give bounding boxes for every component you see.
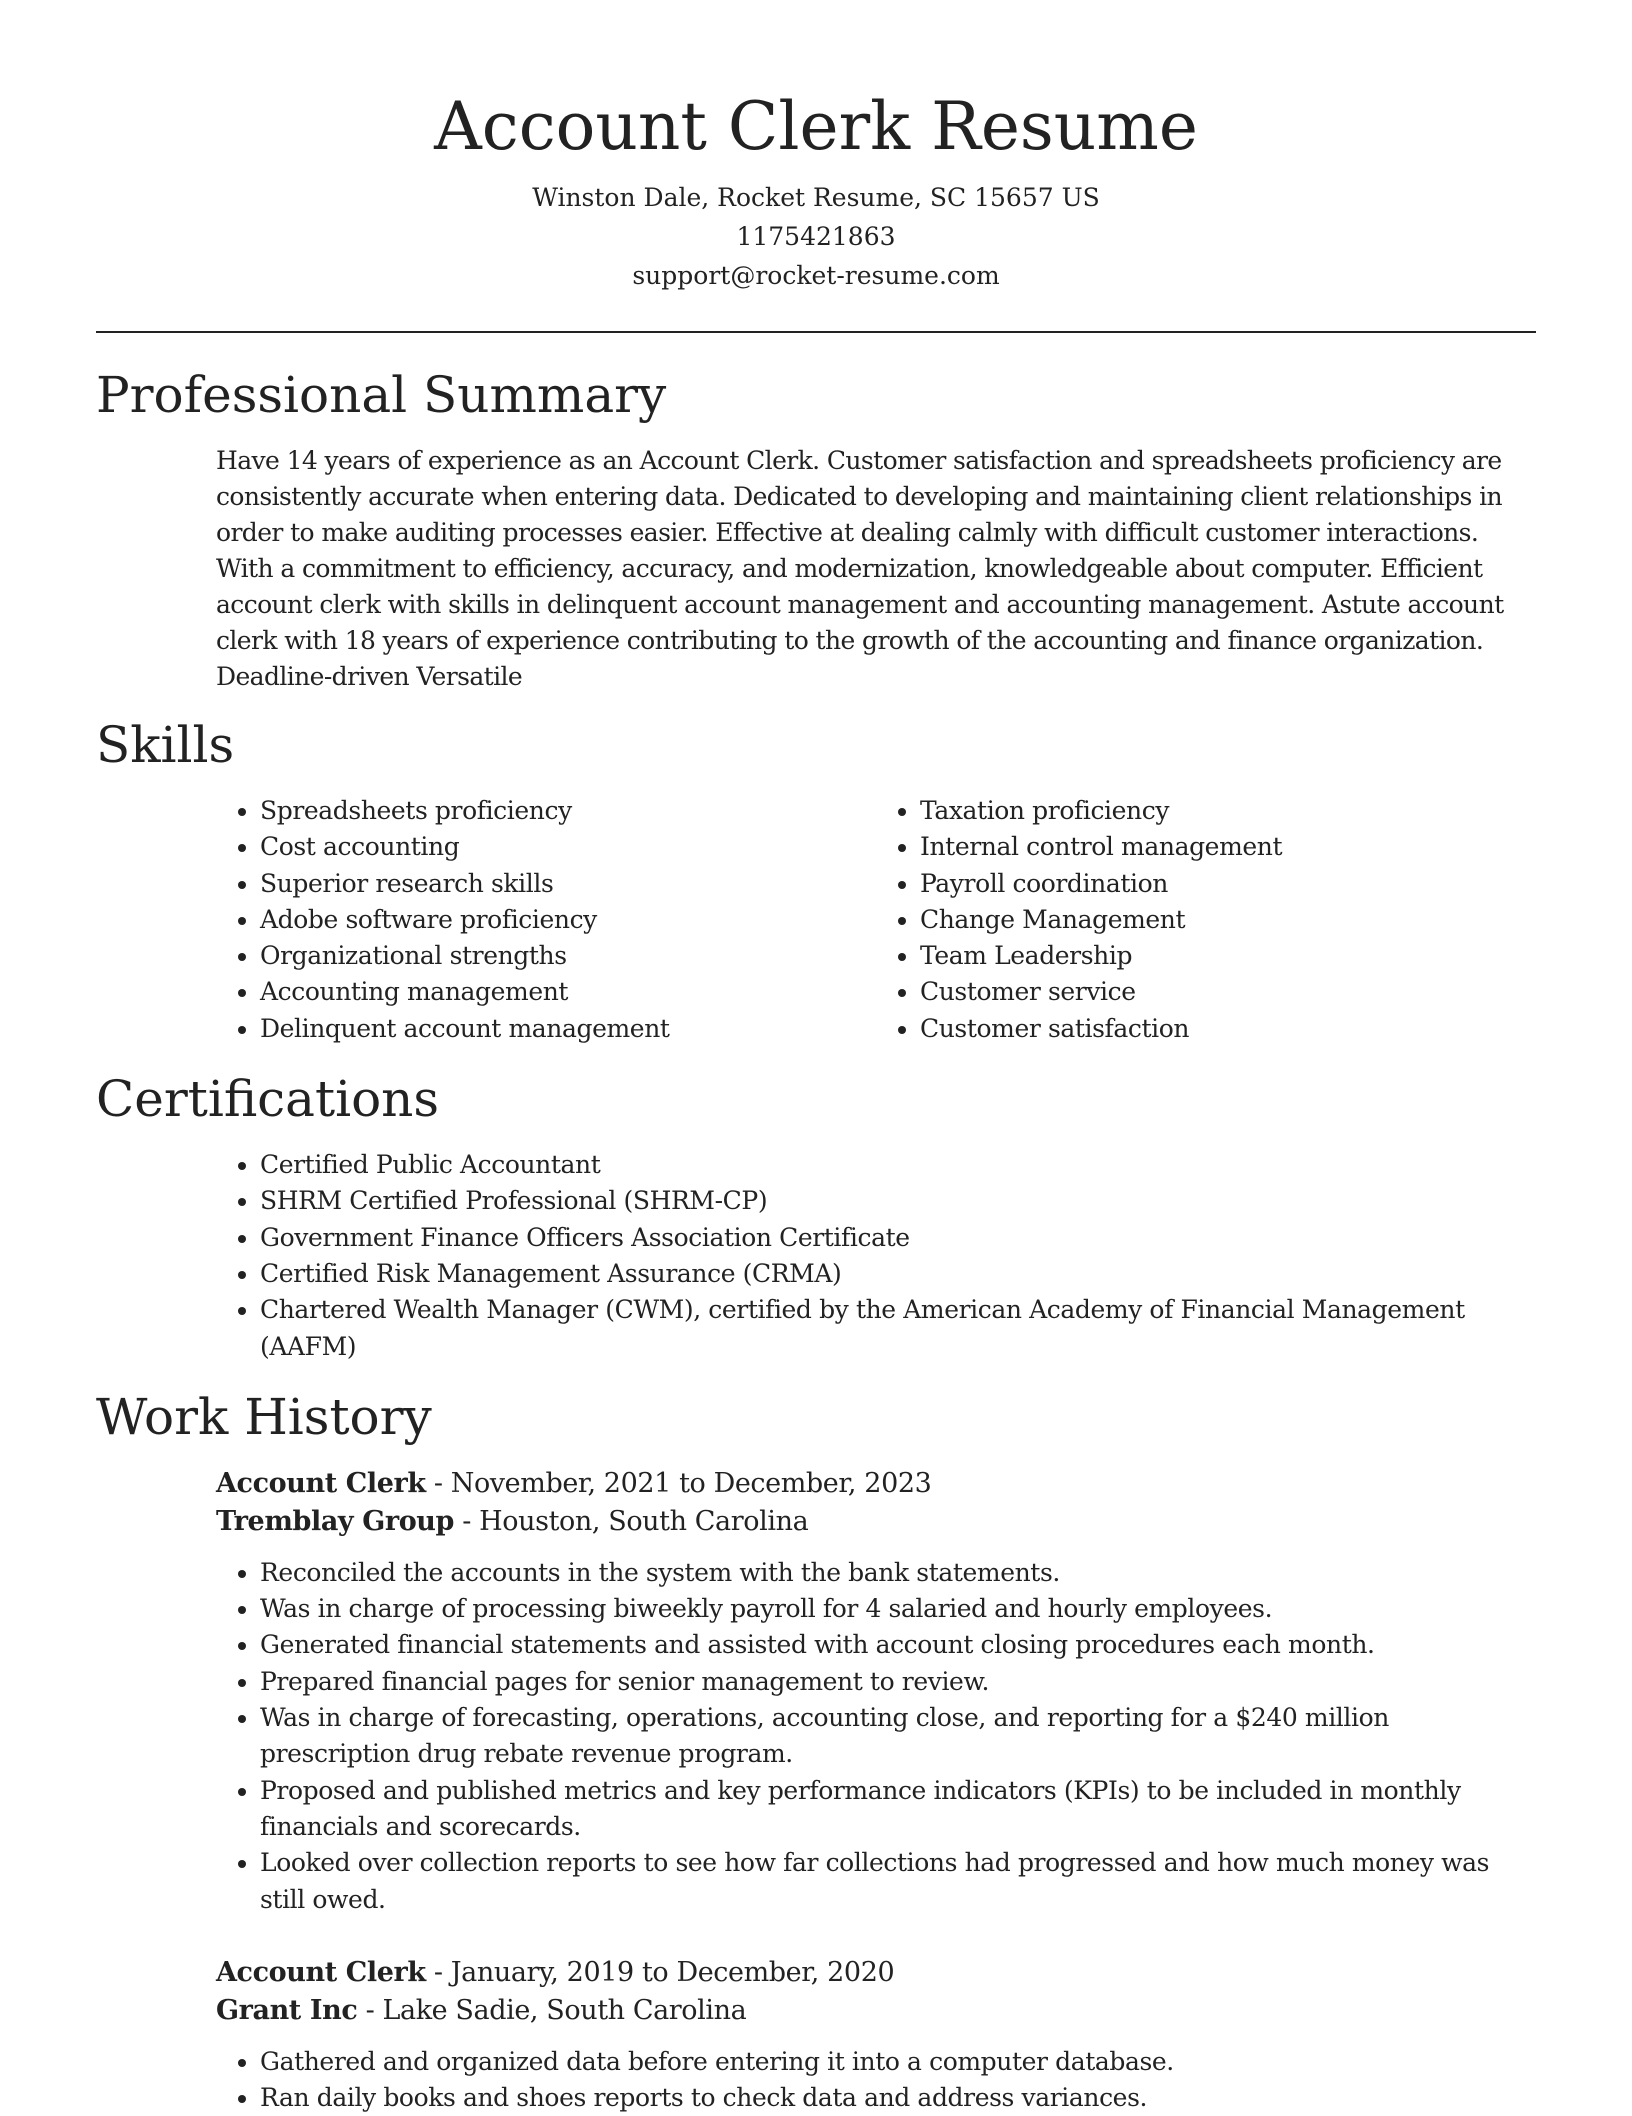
job-title-line	[216, 1465, 1536, 1503]
job-location: - Lake Sadie, South Carolina	[357, 1994, 747, 2026]
work-history-heading: Work History	[96, 1387, 432, 1446]
job-duty: • Gathered and organized data before entering it into a computer database.	[260, 2044, 1536, 2080]
job-duty: • Reconciled the accounts in the system with the bank statements.	[260, 1555, 1536, 1591]
job-dates: - November, 2021 to December, 2023	[425, 1467, 932, 1499]
job-title: Account Clerk	[216, 1467, 426, 1499]
header-divider	[96, 331, 1536, 333]
skill-item: • Taxation proficiency	[920, 793, 1536, 829]
summary-text: Have 14 years of experience as an Account Clerk. Customer satisfaction and spreadsheets proficiency are consistently accurate when entering data. Dedicated to developing and maintaining client relationships in order to make auditing processes easier. Effective at dealing calmly with difficult customer interactions. With a commitment to efficiency, accuracy, and modernization, knowledgeable about computer. Efficient account clerk with skills in delinquent account management and accounting management. Astute account clerk with 18 years of experience contributing to the growth of the accounting and finance organization. Deadline-driven Versatile	[216, 446, 1504, 691]
job-company-line	[216, 1992, 1536, 2030]
skill-item: • Change Management	[920, 902, 1536, 938]
page-title: Account Clerk Resume	[434, 88, 1198, 165]
contact-phone: 1175421863	[736, 222, 896, 251]
job-duty: • Looked over collection reports to see how far collections had progressed and how much money was still owed.	[260, 1845, 1536, 1918]
contact-email: support@rocket-resume.com	[632, 261, 1000, 290]
job-title-line	[216, 1954, 1536, 1992]
certification-item: • Chartered Wealth Manager (CWM), certified by the American Academy of Financial Management (AAFM)	[260, 1292, 1536, 1365]
certifications-section	[96, 1069, 1536, 1365]
job-entry	[216, 1465, 1536, 1918]
skills-heading: Skills	[96, 716, 235, 774]
skill-item: • Cost accounting	[260, 829, 876, 865]
job-location: - Houston, South Carolina	[454, 1505, 809, 1537]
skill-item: • Customer satisfaction	[920, 1011, 1536, 1047]
skill-item: • Internal control management	[920, 829, 1536, 865]
job-company-line	[216, 1503, 1536, 1541]
summary-heading: Professional Summary	[96, 366, 667, 424]
certification-item: • Government Finance Officers Association Certificate	[260, 1220, 1536, 1256]
skill-item: • Payroll coordination	[920, 866, 1536, 902]
skills-list-right	[876, 793, 1536, 1047]
job-duty: • Ran daily books and shoes reports to check data and address variances.	[260, 2080, 1536, 2116]
job-duties-list	[216, 1555, 1536, 1918]
job-duty: • Was in charge of forecasting, operations, accounting close, and reporting for a $240 million prescription drug rebate revenue program.	[260, 1700, 1536, 1773]
contact-block	[96, 178, 1536, 295]
job-duty: • Generated financial statements and assisted with account closing procedures each month.	[260, 1627, 1536, 1663]
skill-item: • Delinquent account management	[260, 1011, 876, 1047]
certifications-heading: Certifications	[96, 1070, 440, 1129]
skill-item: • Spreadsheets proficiency	[260, 793, 876, 829]
skill-item: • Team Leadership	[920, 938, 1536, 974]
job-duty: • Prepared financial pages for senior management to review.	[260, 1664, 1536, 1700]
skill-item: • Customer service	[920, 974, 1536, 1010]
job-company: Grant Inc	[216, 1994, 358, 2026]
job-duty: • Proposed and published metrics and key performance indicators (KPIs) to be included in monthly financials and scorecards.	[260, 1773, 1536, 1846]
skill-item: • Adobe software proficiency	[260, 902, 876, 938]
job-title: Account Clerk	[216, 1956, 426, 1988]
job-entry	[216, 1954, 1536, 2116]
job-duties-list	[216, 2044, 1536, 2116]
work-history-section	[96, 1387, 1536, 2116]
skills-section	[96, 715, 1536, 1047]
skill-item: • Accounting management	[260, 974, 876, 1010]
certifications-list	[216, 1147, 1536, 1365]
certification-item: • Certified Public Accountant	[260, 1147, 1536, 1183]
job-dates: - January, 2019 to December, 2020	[425, 1956, 895, 1988]
job-duty: • Was in charge of processing biweekly payroll for 4 salaried and hourly employees.	[260, 1591, 1536, 1627]
skills-grid	[216, 793, 1536, 1047]
summary-section	[96, 365, 1536, 695]
certification-item: • Certified Risk Management Assurance (CRMA)	[260, 1256, 1536, 1292]
skill-item: • Organizational strengths	[260, 938, 876, 974]
skill-item: • Superior research skills	[260, 866, 876, 902]
skills-list-left	[216, 793, 876, 1047]
certification-item: • SHRM Certified Professional (SHRM-CP)	[260, 1183, 1536, 1219]
job-company: Tremblay Group	[216, 1505, 455, 1537]
contact-address: Winston Dale, Rocket Resume, SC 15657 US	[532, 183, 1100, 212]
resume-page	[96, 0, 1536, 2116]
